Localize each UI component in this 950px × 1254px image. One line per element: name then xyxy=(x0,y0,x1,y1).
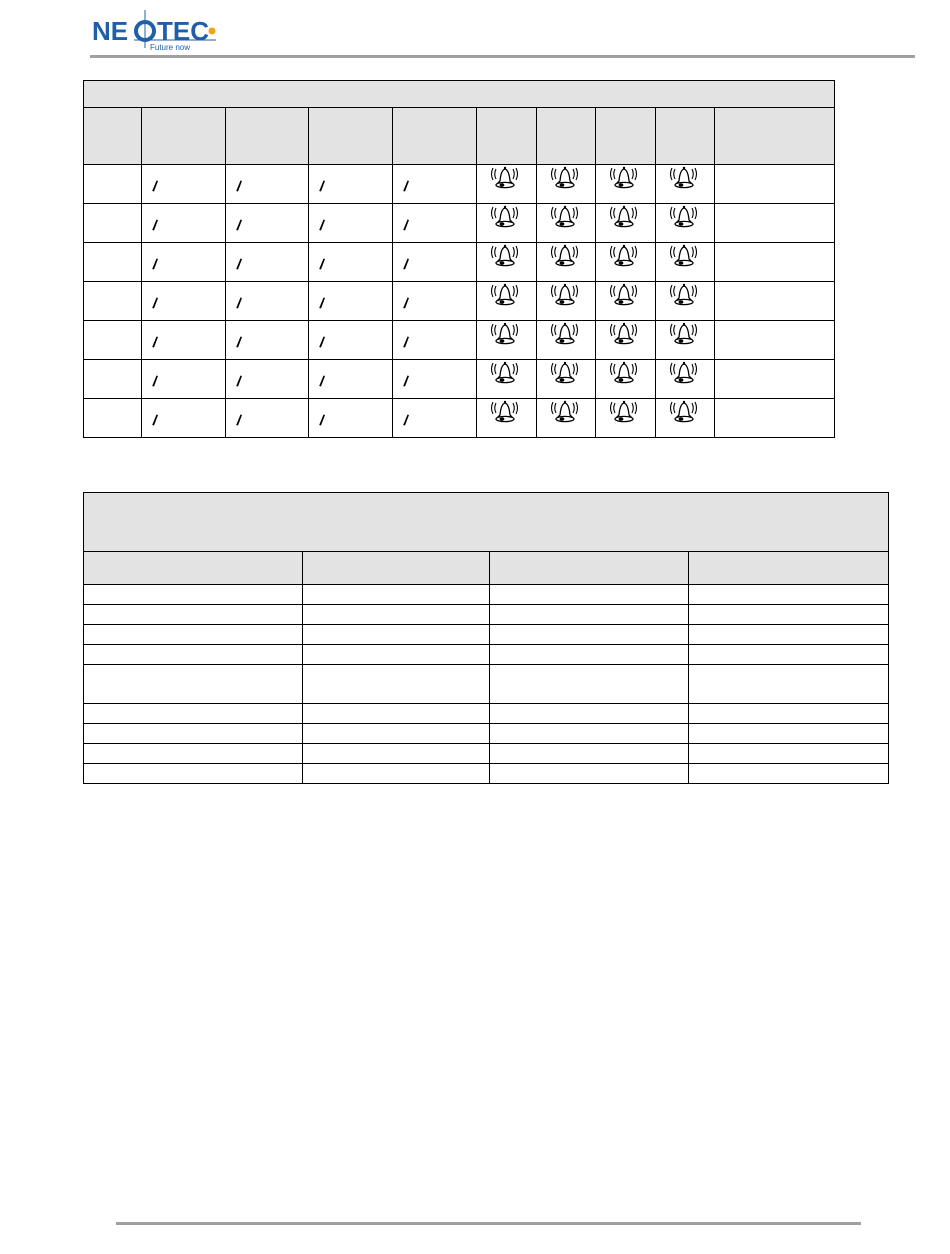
bell-cell xyxy=(477,399,537,438)
schedule-row xyxy=(84,204,835,243)
info-cell xyxy=(689,744,889,764)
time-cell xyxy=(142,165,226,204)
info-cell xyxy=(490,605,689,625)
footer-rule xyxy=(116,1222,861,1225)
time-cell xyxy=(142,399,226,438)
schedule-cell xyxy=(715,282,835,321)
bell-cell xyxy=(596,282,656,321)
time-cell xyxy=(226,204,309,243)
header-rule xyxy=(90,55,915,58)
info-cell xyxy=(490,724,689,744)
info-cell xyxy=(689,704,889,724)
info-cell xyxy=(84,625,303,645)
schedule-row xyxy=(84,165,835,204)
info-cell xyxy=(84,605,303,625)
schedule-row xyxy=(84,282,835,321)
time-cell xyxy=(393,282,477,321)
info-cell xyxy=(84,724,303,744)
logo-text-right: TEC xyxy=(157,16,209,46)
bell-cell xyxy=(596,399,656,438)
time-cell xyxy=(393,399,477,438)
info-cell xyxy=(689,645,889,665)
info-cell xyxy=(84,665,303,704)
time-cell xyxy=(309,360,393,399)
bell-cell xyxy=(477,165,537,204)
time-cell xyxy=(226,165,309,204)
bell-cell xyxy=(656,165,715,204)
info-cell xyxy=(689,764,889,784)
schedule-cell xyxy=(84,321,142,360)
info-cell xyxy=(490,585,689,605)
schedule-title-row xyxy=(84,81,835,108)
schedule-row xyxy=(84,399,835,438)
info-cell xyxy=(689,605,889,625)
info-cell xyxy=(490,665,689,704)
info-cell xyxy=(490,645,689,665)
info-row xyxy=(84,585,889,605)
info-cell xyxy=(303,704,490,724)
time-cell xyxy=(309,165,393,204)
bell-cell xyxy=(477,360,537,399)
bell-cell xyxy=(596,165,656,204)
bell-cell xyxy=(537,243,596,282)
info-cell xyxy=(689,665,889,704)
info-row xyxy=(84,665,889,704)
bell-cell xyxy=(537,360,596,399)
schedule-cell xyxy=(84,282,142,321)
time-cell xyxy=(393,360,477,399)
info-cell xyxy=(303,645,490,665)
bell-cell xyxy=(596,360,656,399)
bell-cell xyxy=(656,399,715,438)
bell-cell xyxy=(477,321,537,360)
schedule-header-row xyxy=(84,108,835,165)
time-cell xyxy=(226,282,309,321)
schedule-cell xyxy=(715,321,835,360)
bell-cell xyxy=(537,282,596,321)
neotec-logo xyxy=(90,10,230,52)
info-row xyxy=(84,704,889,724)
info-row xyxy=(84,625,889,645)
info-cell xyxy=(84,585,303,605)
bell-cell xyxy=(537,204,596,243)
info-cell xyxy=(303,585,490,605)
time-cell xyxy=(309,204,393,243)
time-cell xyxy=(309,399,393,438)
schedule-cell xyxy=(84,165,142,204)
time-cell xyxy=(309,243,393,282)
bell-cell xyxy=(656,204,715,243)
info-cell xyxy=(689,625,889,645)
schedule-table xyxy=(83,80,835,438)
info-cell xyxy=(303,665,490,704)
info-row xyxy=(84,605,889,625)
time-cell xyxy=(393,204,477,243)
logo-orange-dot xyxy=(209,28,216,35)
time-cell xyxy=(393,165,477,204)
info-cell xyxy=(303,764,490,784)
time-cell xyxy=(226,360,309,399)
time-cell xyxy=(142,321,226,360)
info-cell xyxy=(303,744,490,764)
info-cell xyxy=(689,585,889,605)
schedule-cell xyxy=(715,360,835,399)
info-cell xyxy=(490,744,689,764)
time-cell xyxy=(226,243,309,282)
info-row xyxy=(84,645,889,665)
schedule-cell xyxy=(84,360,142,399)
bell-cell xyxy=(537,399,596,438)
bell-cell xyxy=(596,321,656,360)
info-table xyxy=(83,492,889,784)
info-cell xyxy=(303,605,490,625)
info-row xyxy=(84,764,889,784)
time-cell xyxy=(393,321,477,360)
info-header-row xyxy=(84,552,889,585)
info-row xyxy=(84,724,889,744)
logo-text-left: NE xyxy=(92,16,129,46)
time-cell xyxy=(142,360,226,399)
bell-cell xyxy=(596,243,656,282)
info-cell xyxy=(490,704,689,724)
info-cell xyxy=(84,645,303,665)
schedule-cell xyxy=(84,399,142,438)
schedule-cell xyxy=(84,243,142,282)
schedule-row xyxy=(84,360,835,399)
info-cell xyxy=(689,724,889,744)
schedule-cell xyxy=(84,204,142,243)
info-cell xyxy=(84,744,303,764)
bell-cell xyxy=(656,321,715,360)
bell-cell xyxy=(477,243,537,282)
info-cell xyxy=(84,764,303,784)
bell-cell xyxy=(537,321,596,360)
time-cell xyxy=(309,321,393,360)
bell-cell xyxy=(656,360,715,399)
schedule-row xyxy=(84,321,835,360)
logo-tagline: Future now xyxy=(150,43,191,52)
info-cell xyxy=(84,704,303,724)
schedule-cell xyxy=(715,165,835,204)
time-cell xyxy=(142,282,226,321)
bell-cell xyxy=(477,204,537,243)
bell-cell xyxy=(656,243,715,282)
info-cell xyxy=(303,625,490,645)
schedule-cell xyxy=(715,399,835,438)
time-cell xyxy=(393,243,477,282)
schedule-cell xyxy=(715,204,835,243)
info-cell xyxy=(490,625,689,645)
info-title-row xyxy=(84,493,889,552)
info-cell xyxy=(490,764,689,784)
time-cell xyxy=(142,204,226,243)
time-cell xyxy=(309,282,393,321)
schedule-cell xyxy=(715,243,835,282)
info-row xyxy=(84,744,889,764)
bell-cell xyxy=(596,204,656,243)
time-cell xyxy=(226,399,309,438)
time-cell xyxy=(226,321,309,360)
bell-cell xyxy=(537,165,596,204)
info-cell xyxy=(303,724,490,744)
schedule-row xyxy=(84,243,835,282)
time-cell xyxy=(142,243,226,282)
bell-cell xyxy=(477,282,537,321)
bell-cell xyxy=(656,282,715,321)
